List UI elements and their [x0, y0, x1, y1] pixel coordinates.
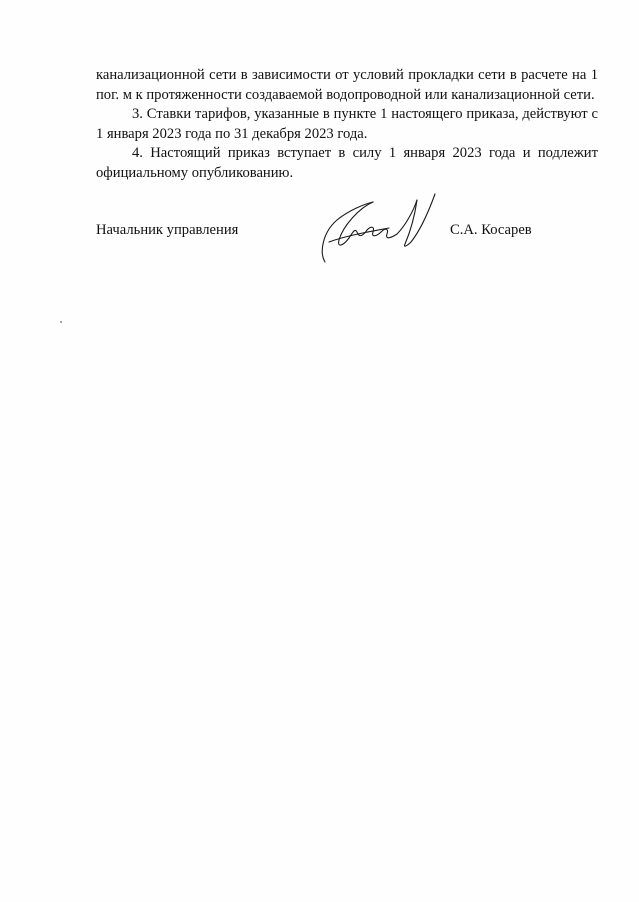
paragraph-item-3: 3. Ставки тарифов, указанные в пункте 1 настоящего приказа, действуют с 1 января 2023 года по 31 декабря 2023 года. — [96, 106, 598, 142]
paragraph-continuation: канализационной сети в зависимости от условий прокладки сети в расчете на 1 пог. м к протяженности создаваемой водопроводной или канализационной сети. — [96, 67, 598, 103]
stray-dot — [60, 321, 62, 323]
paragraph-item-4: 4. Настоящий приказ вступает в силу 1 января 2023 года и подлежит официальному опубликованию. — [96, 145, 598, 181]
signer-name: С.А. Косарев — [450, 222, 532, 238]
document-body — [96, 66, 598, 184]
handwritten-signature — [315, 192, 441, 264]
signer-position: Начальник управления — [96, 222, 239, 238]
